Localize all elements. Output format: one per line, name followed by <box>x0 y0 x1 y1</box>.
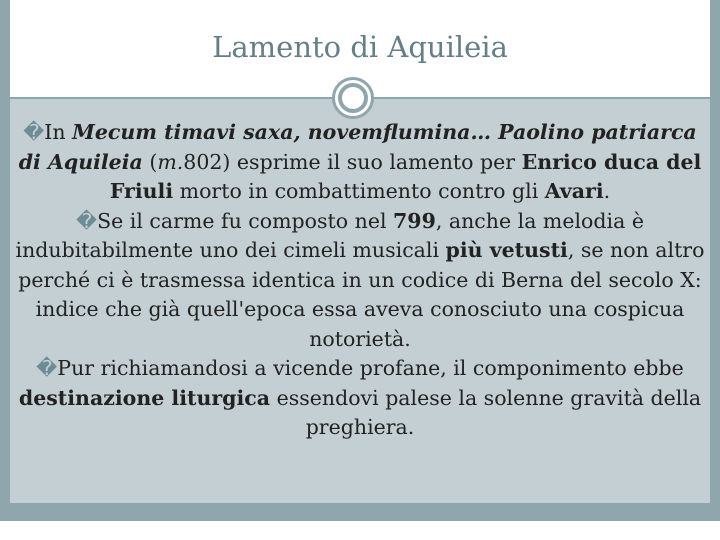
left-border-strip <box>0 0 10 503</box>
footer-bottom <box>0 521 720 540</box>
bullet-paragraph <box>12 118 708 207</box>
text-run: 802) esprime il suo lamento per <box>183 149 522 174</box>
text-run: m. <box>157 149 184 174</box>
bullet-paragraph <box>12 207 708 355</box>
text-run: In <box>44 120 73 144</box>
bullet-icon: � <box>23 120 45 144</box>
text-run: Pur richiamandosi a vicende profane, il componimento ebbe <box>57 356 684 380</box>
text-run: Avari <box>544 179 604 203</box>
ring-inner-circle <box>338 83 368 113</box>
text-run: Se il carme fu composto nel <box>97 208 394 233</box>
text-run: destinazione liturgica <box>18 385 271 410</box>
bullet-icon: � <box>76 208 98 233</box>
bullet-icon: � <box>36 356 58 380</box>
slide-content <box>12 118 708 443</box>
text-run: morto in combattimento contro gli <box>173 179 545 203</box>
bullet-paragraph <box>12 354 708 443</box>
text-run: . <box>603 179 611 203</box>
right-border-strip <box>710 0 720 503</box>
text-run: più vetusti <box>445 238 568 262</box>
text-run: ( <box>142 149 158 174</box>
footer-bar <box>0 503 720 521</box>
text-run: Mecum timavi saxa, novemflumina… Paolino patriarca di Aquileia <box>18 120 697 174</box>
slide-title: Lamento di Aquileia <box>212 30 508 64</box>
text-run: Enrico duca del Friuli <box>109 149 702 203</box>
text-run: essendovi palese la solenne gravità della preghiera. <box>270 385 702 439</box>
text-run: , se non altro perché ci è trasmessa identica in un codice di Berna del secolo X: indice che già quell'epoca essa aveva conosciuto una cospicua notorietà. <box>18 238 705 351</box>
text-run: , anche la melodia è indubitabilmente uno dei cimeli musicali <box>15 208 644 262</box>
text-run: 799 <box>393 208 436 233</box>
